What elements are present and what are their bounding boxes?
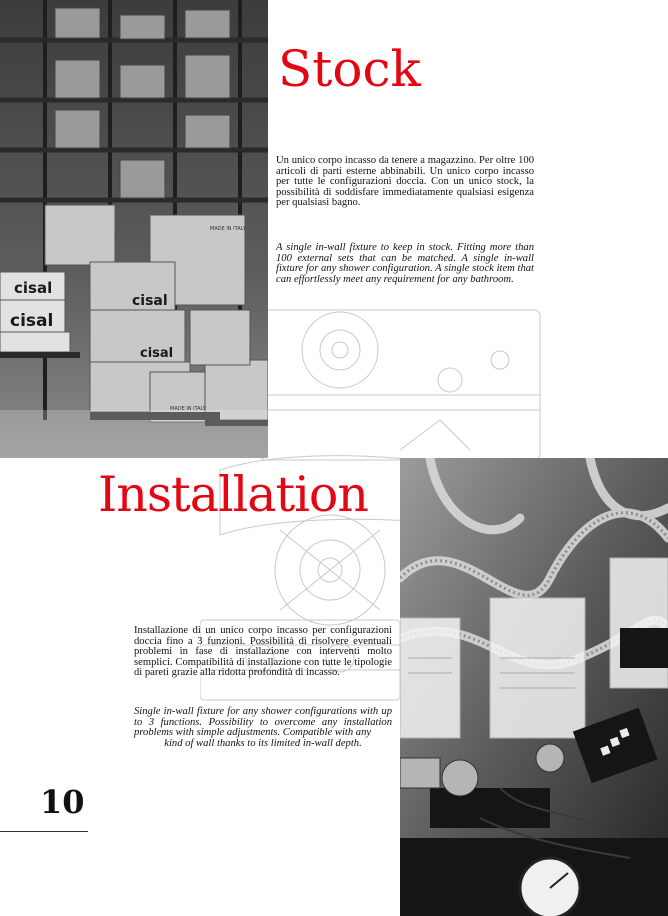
warehouse-box-label-2: MADE IN ITALY [170,406,206,412]
installation-text-italian: Installazione di un unico corpo incasso per configurazioni doccia fino a 3 funzioni. Possibilità di risolvere eventuali problemi in fase di installazione con interventi molto semplici. Compatibilità di installazione con tutte le tipologie di pareti grazie alla ridotta profondità di incasso. [134,625,392,679]
warehouse-brand-4: cisal [140,346,174,361]
installation-heading: Installation [98,466,368,523]
stock-heading: Stock [278,40,421,98]
stock-text-english: A single in-wall fixture to keep in stock. Fitting more than 100 external sets that can be matched. A single in-wall fixture for any shower configuration. A single stock item that can effortlessly meet any requirement for any bathroom. [276,242,534,285]
warehouse-box-label-1: MADE IN ITALY [210,226,246,232]
page-number: 10 [40,783,85,821]
page-number-rule [0,831,88,832]
warehouse-brand-2: cisal [10,311,54,331]
warehouse-brand-3: cisal [132,293,168,309]
stock-text-italian: Un unico corpo incasso da tenere a magazzino. Per oltre 100 articoli di parti esterne abbinabili. Un unico corpo incasso per tutte le configurazioni doccia. Con un unico stock, la possibilità di soddisfare immediatamente qualsiasi esigenza per qualsiasi bagno. [276,155,534,209]
warehouse-brand-1: cisal [14,279,53,297]
test-bench-photo [400,458,668,916]
installation-text-english-last: kind of wall thanks to its limited in-wall depth. [164,737,362,749]
installation-text-english-main: Single in-wall fixture for any shower configurations with up to 3 functions. Possibility to overcome any installation problems with simple adjustments. Compatible with any [134,706,392,739]
installation-text-english [134,707,392,749]
warehouse-photo [0,0,268,458]
